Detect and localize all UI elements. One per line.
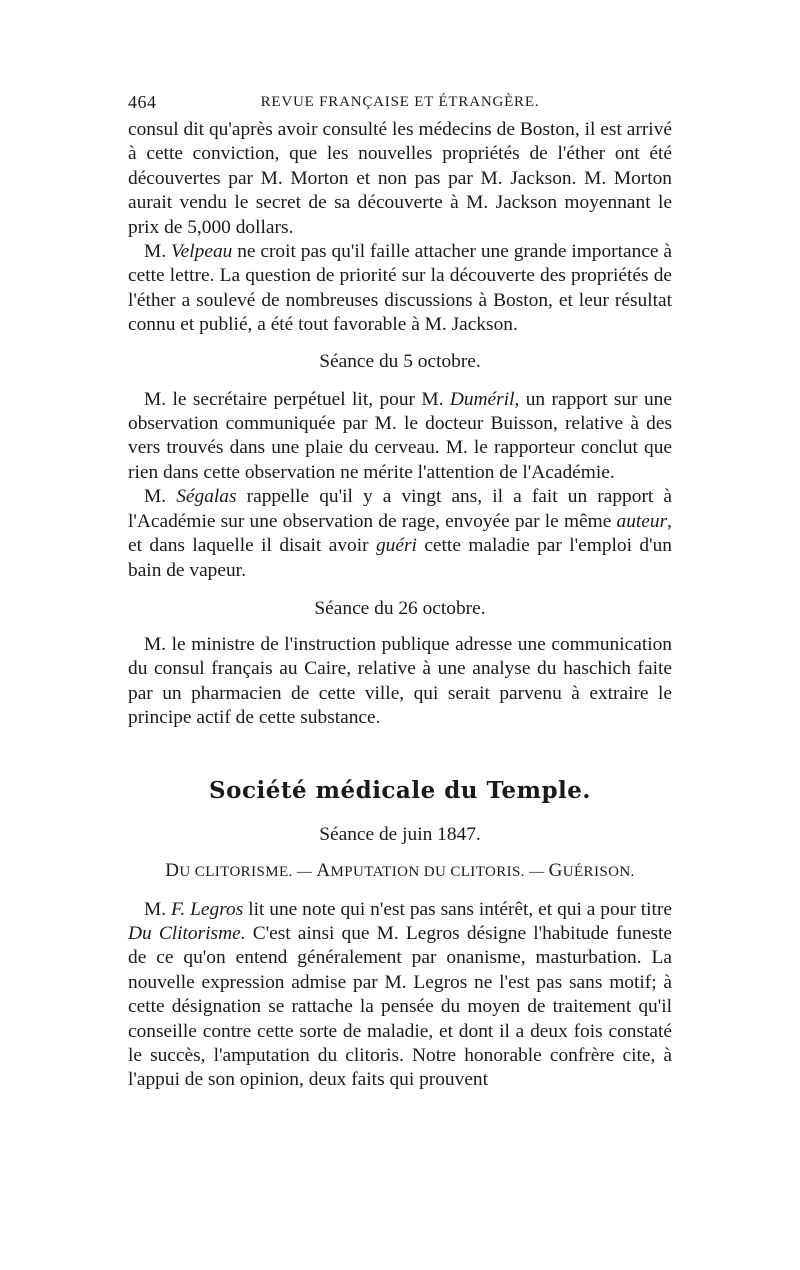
paragraph-legros <box>128 898 672 1093</box>
paragraph-text: M. <box>144 898 172 920</box>
person-name: Ségalas <box>176 486 237 508</box>
session-heading: Séance de juin 1847. <box>319 823 481 845</box>
running-head <box>128 92 672 118</box>
paragraph-text: , un rapport sur une observation communiquée par M. le docteur Buisson, relative à des vers trouvés dans une plaie du cerveau. M. le rapporteur conclut que rien dans cette observation ne mérite l'attention de l'Académie. <box>128 388 672 483</box>
person-name: F. Legros <box>171 898 244 920</box>
subtitle-text: U CLITORISME. <box>179 863 293 880</box>
paragraph-text: M. le secrétaire perpétuel lit, pour M. <box>144 388 450 410</box>
page <box>128 92 672 1093</box>
paragraph-text: C'est ainsi que M. Legros désigne l'habitude funeste de ce qu'on entend généralement par onanisme, masturbation. La nouvelle expression admise par M. Legros ne l'est pas sans motif; à cette désignation se rattache la pensée du moyen de traitement qu'il conseille contre cette sorte de maladie, et dont il a deux fois constaté le succès, l'amputation du clitoris. Notre honorable confrère cite, à l'appui de son opinion, deux faits qui prouvent <box>128 922 672 1091</box>
paragraph-text: rappelle qu'il y a vingt ans, il a fait un rapport à l'Académie sur une observation de rage, envoyée par le même <box>128 486 673 532</box>
person-name: Velpeau <box>170 241 233 263</box>
paragraph-segalas <box>128 485 672 583</box>
paragraph-dumeril-report <box>128 388 672 486</box>
person-name: Duméril <box>449 388 515 410</box>
paragraph-consul-boston: consul dit qu'après avoir consulté les médecins de Boston, il est arrivé à cette conviction, que les nouvelles propriétés de l'éther ont été découvertes par M. Morton et non pas par M. Jackson. M. Morton aurait vendu le secret de sa découverte à M. Jackson moyennant le prix de 5,000 dollars. <box>128 119 672 238</box>
paragraph-haschich: M. le ministre de l'instruction publique adresse une communication du consul français au Caire, relative à une analyse du haschich faite par un pharmacien de cette ville, qui serait parvenu à extraire le principe actif de cette substance. <box>128 633 672 729</box>
paragraph-text: , et dans laquelle il disait avoir <box>128 510 672 557</box>
page-number: 464 <box>128 92 157 112</box>
paragraph-text: lit une note qui n'est pas sans intérêt, et qui a pour titre <box>243 898 672 920</box>
initial-letter: A <box>316 859 331 881</box>
initial-letter: D <box>165 859 180 881</box>
dash: — <box>524 863 549 880</box>
dash: — <box>292 863 317 880</box>
paragraph-velpeau <box>128 240 672 338</box>
work-title: Du Clitorisme. <box>128 922 246 944</box>
article-subtitle <box>128 861 672 882</box>
society-title: Société médicale du Temple. <box>209 776 591 804</box>
paragraph-text: cette maladie par l'emploi d'un bain de vapeur. <box>128 535 672 581</box>
emphasis-text: auteur <box>616 510 668 532</box>
emphasis-text: guéri <box>375 535 417 557</box>
subtitle-text: UÉRISON. <box>562 863 635 880</box>
paragraph-text: M. <box>144 241 171 263</box>
subtitle-text: MPUTATION DU CLITORIS. <box>330 863 525 880</box>
running-title: REVUE FRANÇAISE ET ÉTRANGÈRE. <box>260 94 540 110</box>
paragraph-text: M. <box>144 486 177 508</box>
initial-letter: G <box>548 859 563 881</box>
paragraph-text: ne croit pas qu'il faille attacher une grande importance à cette lettre. La question de priorité sur la découverte des propriétés de l'éther a soulevé de nombreuses discussions à Boston, et leur résultat connu et publié, a été tout favorable à M. Jackson. <box>128 241 672 336</box>
session-heading: Séance du 5 octobre. <box>319 350 481 372</box>
session-heading: Séance du 26 octobre. <box>314 597 486 619</box>
